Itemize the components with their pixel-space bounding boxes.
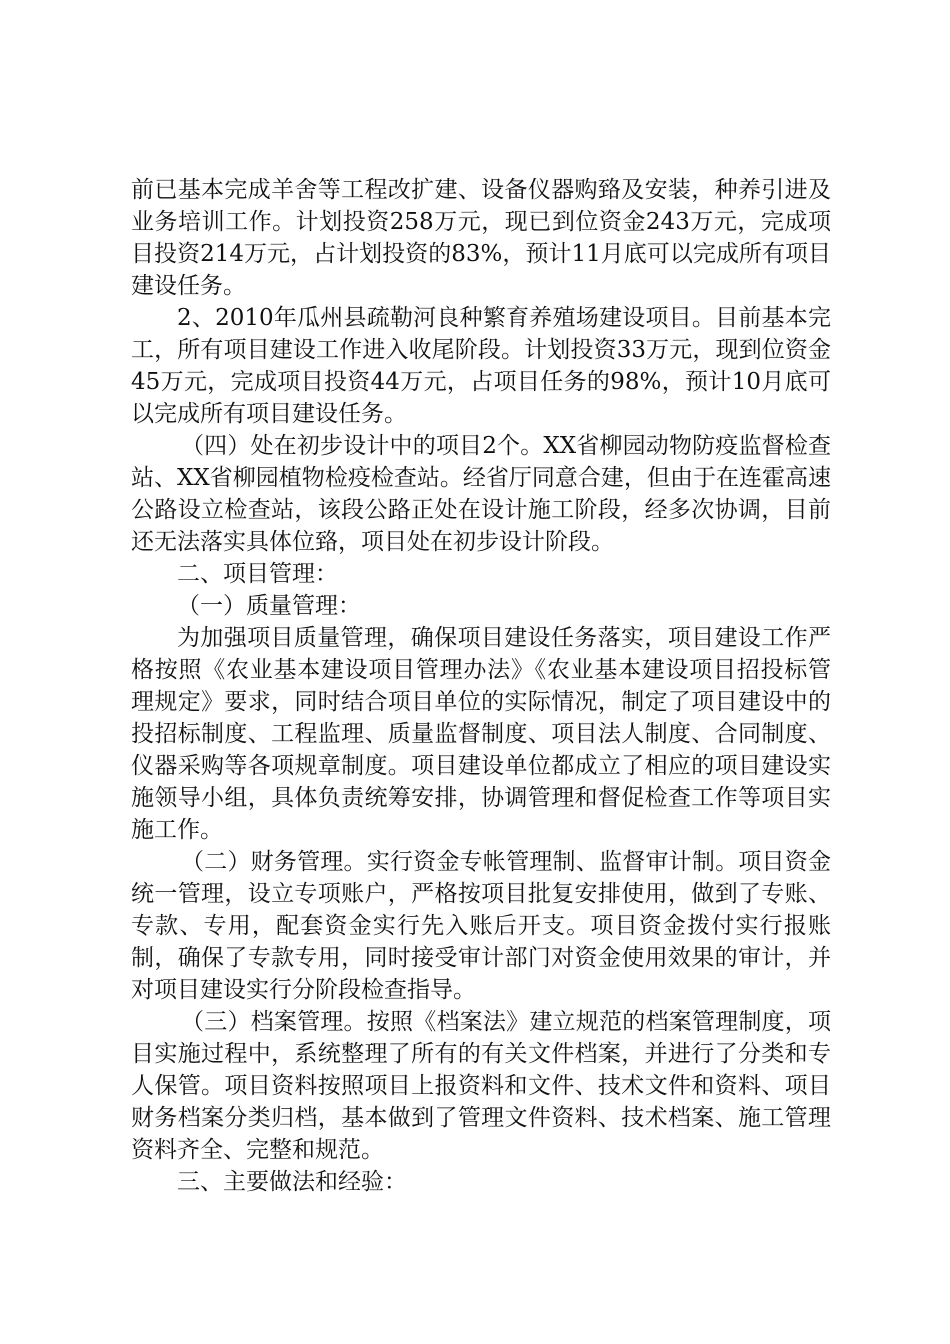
paragraph-preliminary-design: （四）处在初步设计中的项目2个。XX省柳园动物防疫监督检查站、XX省柳园植物检疫检查站。经省厅同意合建，但由于在连霍高速公路设立检查站，该段公路正处在设计施工阶段，经多次协调，目前还无法落实具体位臵，项目处在初步设计阶段。 [131,433,831,555]
paragraph-breeding-farm: 2、2010年瓜州县疏勒河良种繁育养殖场建设项目。目前基本完工，所有项目建设工作进入收尾阶段。计划投资33万元，现到位资金45万元，完成项目投资44万元，占项目任务的98%，预计10月底可以完成所有项目建设任务。 [131,305,831,427]
document-body [131,174,831,1198]
heading-main-practices: 三、主要做法和经验： [177,1169,407,1195]
paragraph-project-progress: 前已基本完成羊舍等工程改扩建、设备仪器购臵及安装，种养引进及业务培训工作。计划投资258万元，现已到位资金243万元，完成项目投资214万元，占计划投资的83%，预计11月底可以完成所有项目建设任务。 [131,177,831,299]
heading-quality-management: （一）质量管理： [177,593,361,619]
paragraph-financial-management: （二）财务管理。实行资金专帐管理制、监督审计制。项目资金统一管理，设立专项账户，严格按项目批复安排使用，做到了专账、专款、专用，配套资金实行先入账后开支。项目资金拨付实行报账制，确保了专款专用，同时接受审计部门对资金使用效果的审计，并对项目建设实行分阶段检查指导。 [131,849,831,1003]
heading-project-management: 二、项目管理： [177,561,338,587]
paragraph-archive-management: （三）档案管理。按照《档案法》建立规范的档案管理制度，项目实施过程中，系统整理了所有的有关文件档案，并进行了分类和专人保管。项目资料按照项目上报资料和文件、技术文件和资料、项目财务档案分类归档，基本做到了管理文件资料、技术档案、施工管理资料齐全、完整和规范。 [131,1009,831,1163]
paragraph-quality-management: 为加强项目质量管理，确保项目建设任务落实，项目建设工作严格按照《农业基本建设项目管理办法》《农业基本建设项目招投标管理规定》要求，同时结合项目单位的实际情况，制定了项目建设中的投招标制度、工程监理、质量监督制度、项目法人制度、合同制度、仪器采购等各项规章制度。项目建设单位都成立了相应的项目建设实施领导小组，具体负责统筹安排，协调管理和督促检查工作等项目实施工作。 [131,625,831,843]
